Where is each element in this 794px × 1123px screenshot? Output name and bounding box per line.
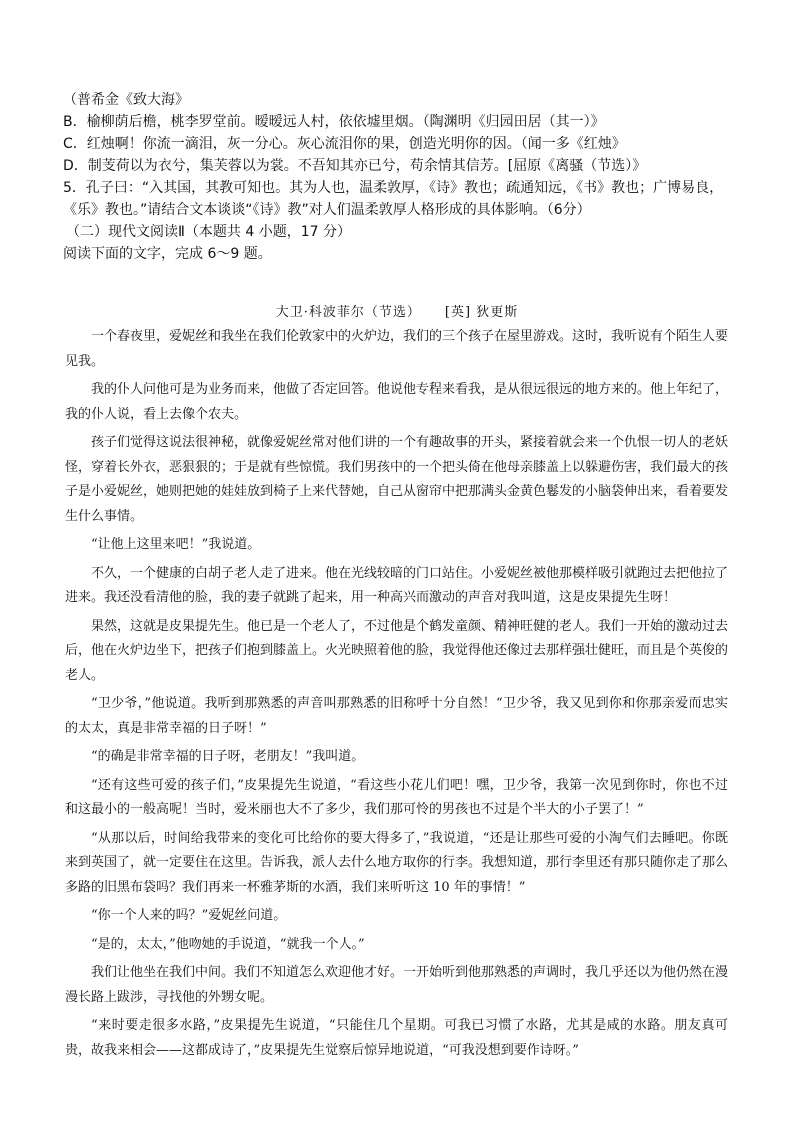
passage-paragraph: “还有这些可爱的孩子们，”皮果提先生说道，“看这些小花儿们吧！嘿，卫少爷，我第一次见到你时，你也不过和这最小的一般高呢！当时，爱米丽也大不了多少，我们那可怜的男孩也不过是个半大的小子罢了！” xyxy=(65,777,728,817)
passage-author: [英] 狄更斯 xyxy=(444,305,519,320)
passage-paragraph: 不久，一个健康的白胡子老人走了进来。他在光线较暗的门口站住。小爱妮丝被他那模样吸引就跑过去把他拉了进来。我还没看清他的脸，我的妻子就跳了起来，用一种高兴而激动的声音对我叫道，这是皮果提先生呀！ xyxy=(65,565,729,605)
passage-paragraph: “的确是非常幸福的日子呀，老朋友！”我叫道。 xyxy=(91,749,365,764)
reading-passage xyxy=(0,303,794,1063)
passage-title-line xyxy=(0,303,794,323)
passage-paragraph: “来时要走很多水路，”皮果提先生说道，“只能住几个星期。可我已习惯了水路，尤其是咸的水路。朋友真可贵，故我来相会——这都成诗了，”皮果提先生觉察后惊异地说道，“可我没想到要作诗呀。” xyxy=(65,1018,728,1058)
passage-paragraph: “从那以后，时间给我带来的变化可比给你的要大得多了，”我说道，“还是让那些可爱的小淘气们去睡吧。你既来到英国了，就一定要住在这里。告诉我，派人去什么地方取你的行李。我想知道，那行李里还有那只随你走了那么多路的旧黑布袋吗？我们再来一杯雅茅斯的水酒，我们来听听这 10 年的事情！” xyxy=(65,830,729,895)
text-line: 5．孔子曰：“入其国，其教可知也。其为人也，温柔敦厚，《诗》教也；疏通知远，《书》教也；广博易良， xyxy=(63,180,724,196)
text-line: （普希金《致大海》 xyxy=(63,92,189,108)
passage-paragraph: 孩子们觉得这说法很神秘，就像爱妮丝常对他们讲的一个有趣故事的开头，紧接着就会来一个仇恨一切人的老妖怪，穿着长外衣，恶狠狠的；于是就有些惊慌。我们男孩中的一个把头倚在他母亲膝盖上以躲避伤害，我们最大的孩子是小爱妮丝，她则把她的娃娃放到椅子上来代替她，自己从窗帘中把那满头金黄色鬈发的小脑袋伸出来，看着要发生什么事情。 xyxy=(65,435,729,524)
instruction-line: 阅读下面的文字，完成 6～9 题。 xyxy=(63,246,272,262)
text-line: 《乐》教也。”请结合文本谈谈“《诗》教”对人们温柔敦厚人格形成的具体影响。（6分） xyxy=(63,202,591,218)
passage-paragraph: “是的，太太，”他吻她的手说道，“就我一个人。” xyxy=(91,936,365,952)
question-section xyxy=(0,89,794,265)
text-line: B．榆柳荫后檐，桃李罗堂前。暧暧远人村，依依墟里烟。（陶渊明《归园田居（其一）》 xyxy=(63,114,605,130)
passage-paragraph: 我们让他坐在我们中间。我们不知道怎么欢迎他才好。一开始听到他那熟悉的声调时，我几乎还以为他仍然在漫漫长路上跋涉，寻找他的外甥女呢。 xyxy=(65,965,729,1005)
passage-title: 大卫·科波菲尔（节选） xyxy=(275,305,421,320)
text-line: D．制芰荷以为衣兮，集芙蓉以为裳。不吾知其亦已兮，苟余情其信芳。[屈原《离骚（节选）》 xyxy=(63,158,647,174)
passage-paragraph: 果然，这就是皮果提先生。他已是一个老人了，不过他是个鹤发童颜、精神旺健的老人。我们一开始的激动过去后，他在火炉边坐下，把孩子们抱到膝盖上。火光映照着他的脸，我觉得他还像过去那样强壮健旺，而且是个英俊的老人。 xyxy=(65,618,729,683)
section-heading: （二）现代文阅读Ⅱ（本题共 4 小题，17 分） xyxy=(66,224,351,240)
text-line: C．红烛啊！你流一滴泪，灰一分心。灰心流泪你的果，创造光明你的因。（闻一多《红烛》 xyxy=(63,136,626,152)
passage-paragraph: “你一个人来的吗？”爱妮丝问道。 xyxy=(91,908,287,923)
passage-paragraph: 我的仆人问他可是为业务而来，他做了否定回答。他说他专程来看我，是从很远很远的地方来的。他上年纪了，我的仆人说，看上去像个农夫。 xyxy=(65,382,729,422)
passage-paragraph: 一个春夜里，爱妮丝和我坐在我们伦敦家中的火炉边，我们的三个孩子在屋里游戏。这时，我听说有个陌生人要见我。 xyxy=(65,329,729,369)
passage-paragraph: “让他上这里来吧！”我说道。 xyxy=(91,537,261,552)
passage-paragraph: “卫少爷，”他说道。我听到那熟悉的声音叫那熟悉的旧称呼十分自然！“卫少爷，我又见到你和你那亲爱而忠实的太太，真是非常幸福的日子呀！” xyxy=(65,696,728,736)
